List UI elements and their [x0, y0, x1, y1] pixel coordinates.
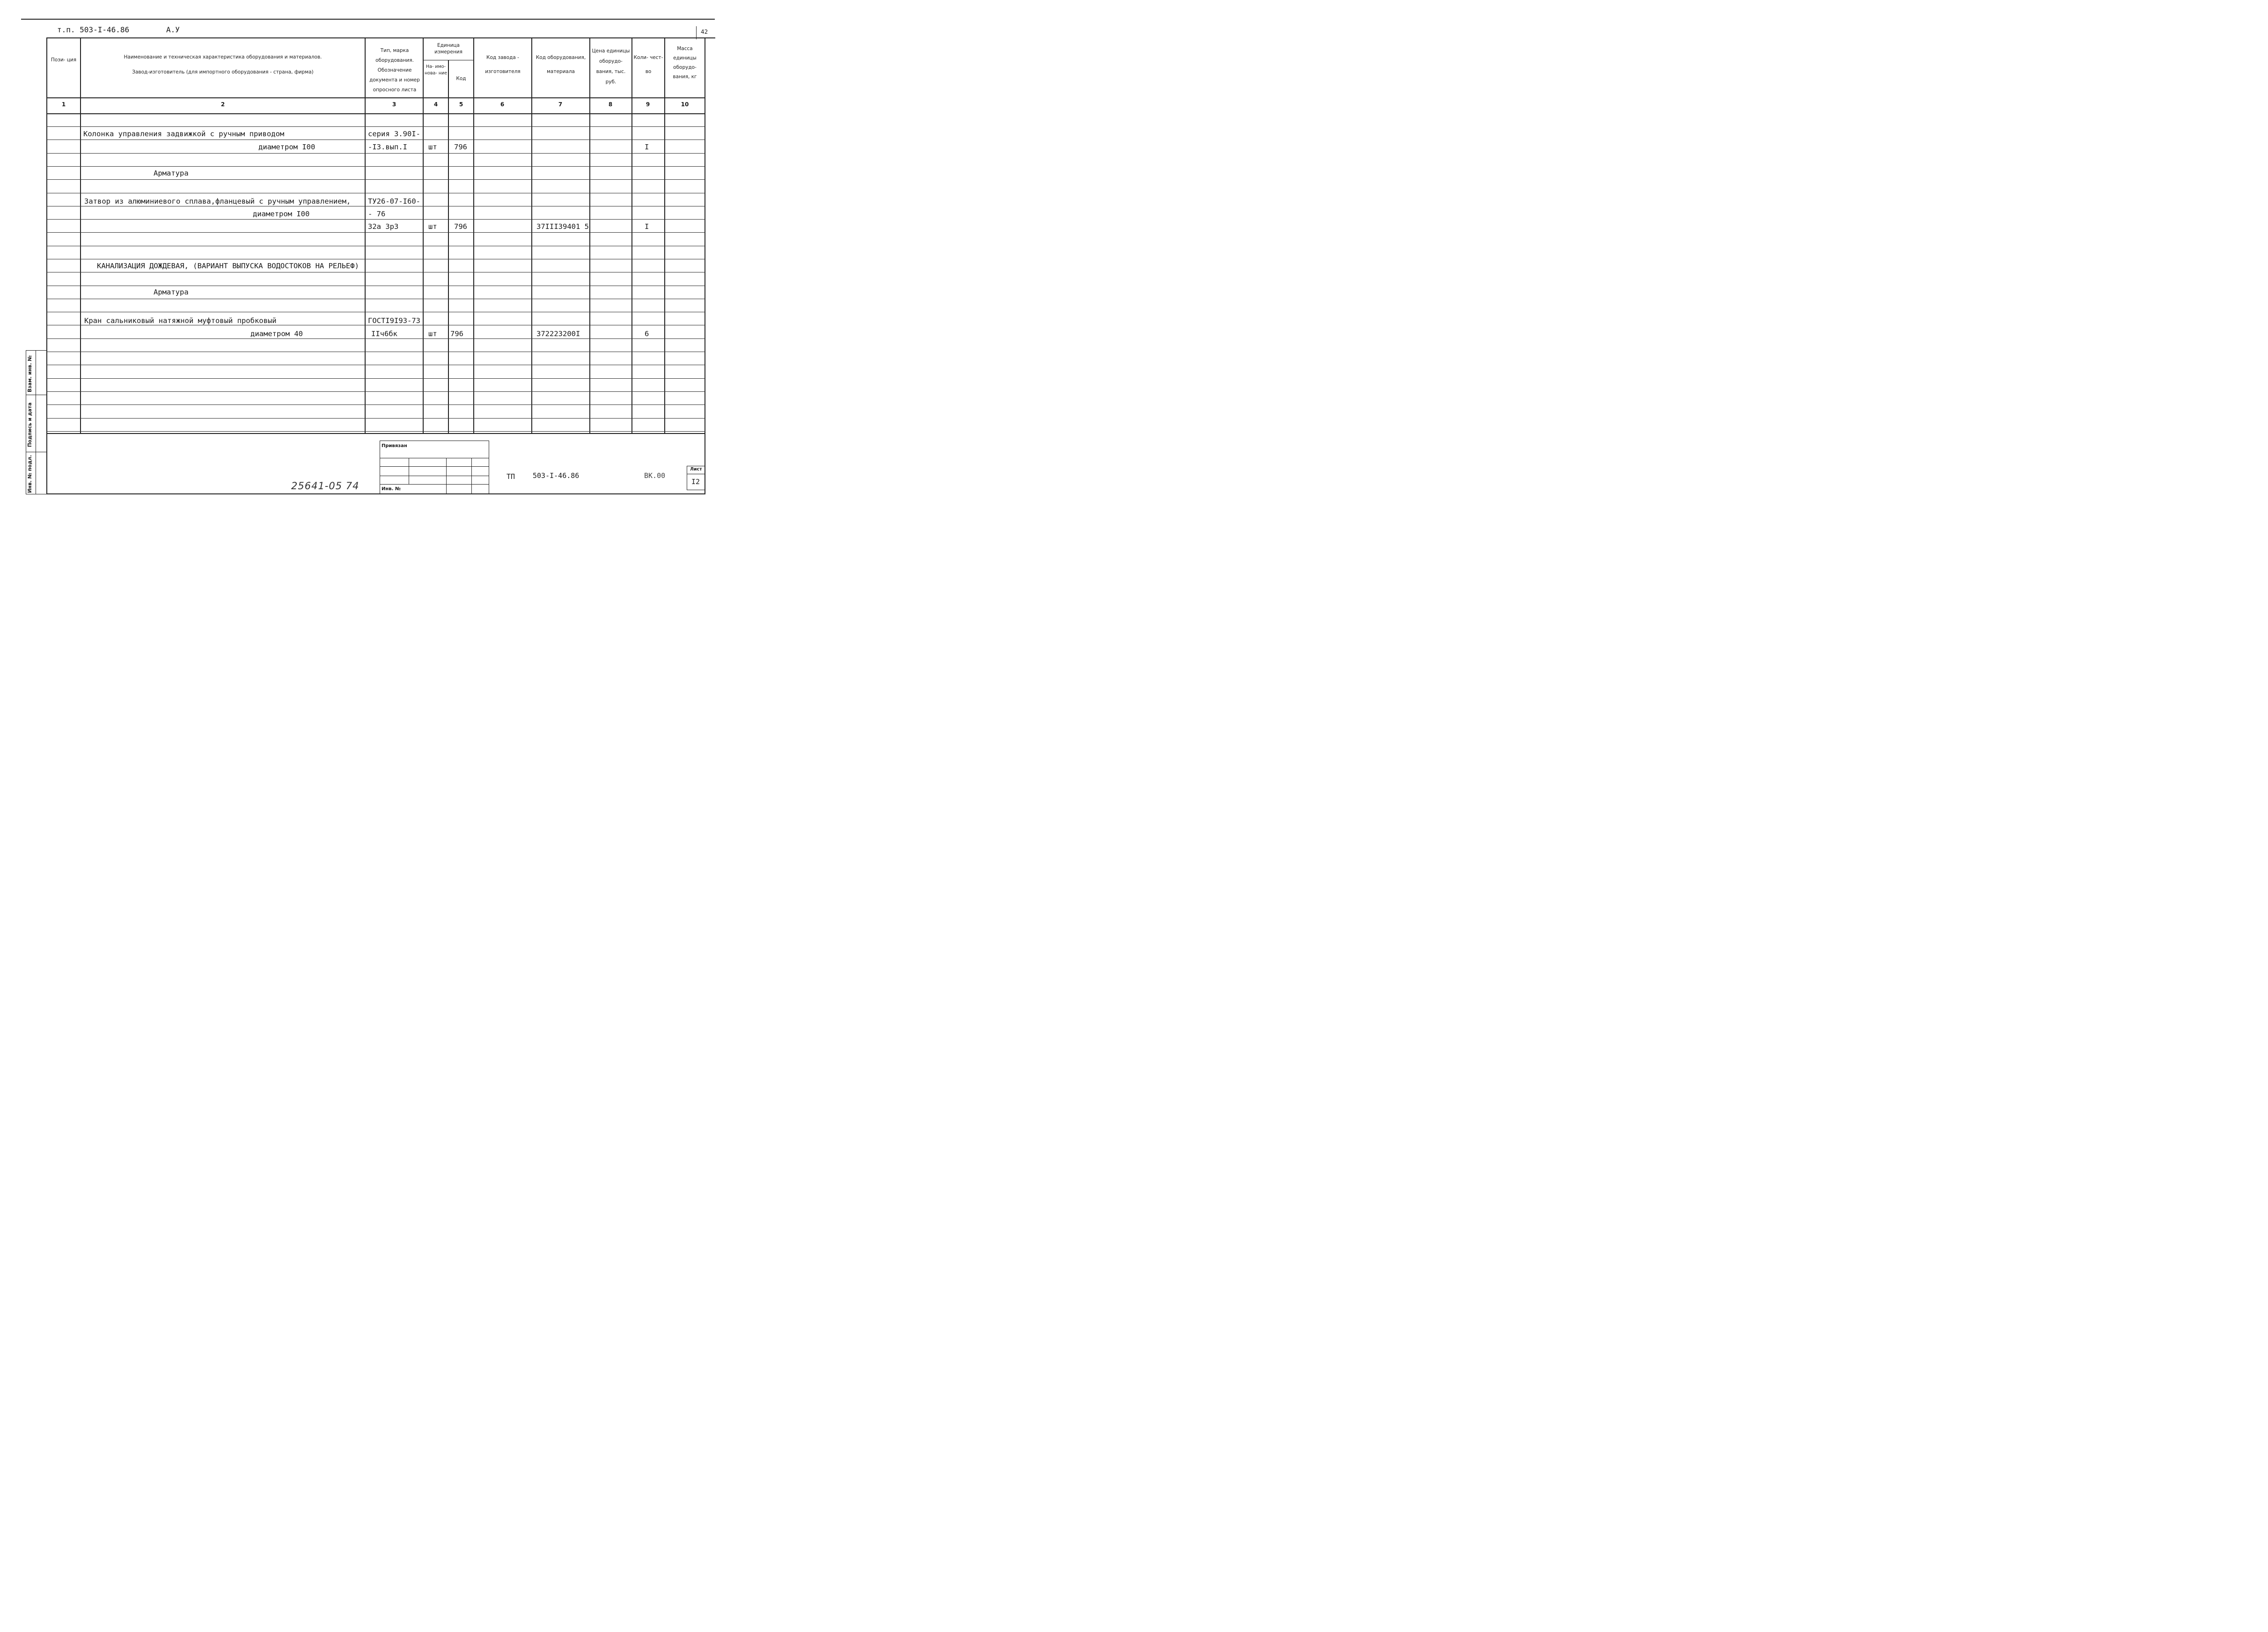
item-name: диаметром I00 — [253, 210, 310, 218]
stamp-line — [446, 458, 447, 494]
item-quantity: 6 — [645, 330, 649, 338]
item-type: IIч6бк — [371, 330, 397, 338]
header-equipment-code: Код оборудования, материала — [536, 55, 586, 74]
col-line-2 — [365, 37, 366, 434]
album-reference: А.У — [166, 25, 180, 34]
col-number-3: 3 — [392, 101, 396, 108]
item-equipment-code: 372223200I — [536, 330, 580, 338]
col-line-9 — [664, 37, 665, 434]
sheet-label: Лист — [690, 467, 702, 472]
sheet-number: I2 — [691, 478, 700, 486]
row-separator — [47, 232, 705, 233]
stamp-line — [380, 466, 489, 467]
top-border — [21, 19, 715, 20]
header-type: Тип, марка оборудования. Обозначение документа и номер опросного листа — [369, 48, 420, 93]
item-quantity: I — [645, 222, 649, 231]
col-line-4 — [448, 60, 449, 434]
item-unit: шт — [428, 330, 437, 338]
col-number-2: 2 — [220, 101, 225, 108]
table-left-border — [46, 37, 47, 494]
side-stamp-inventory: Инв. № подл. — [27, 455, 33, 493]
row-separator — [47, 404, 705, 405]
col-line-6 — [531, 37, 532, 434]
item-type: - 76 — [368, 210, 386, 218]
row-separator — [47, 338, 705, 339]
item-quantity: I — [645, 143, 649, 151]
row-separator — [47, 418, 705, 419]
document-reference: т.п. 503-I-46.86 — [57, 25, 130, 34]
item-type: серия 3.90I- — [368, 130, 420, 138]
header-unit: Единица измерения — [434, 43, 462, 55]
col-line-7 — [589, 37, 590, 434]
item-name: диаметром 40 — [250, 330, 303, 338]
col-line-5 — [473, 37, 474, 434]
frame-bottom-border — [47, 493, 705, 494]
header-name-line1: Наименование и техническая характеристика оборудования и материалов. — [124, 54, 322, 60]
document-page — [0, 0, 726, 522]
stamp-line — [471, 458, 472, 494]
item-name: диаметром I00 — [258, 143, 316, 151]
col-number-4: 4 — [433, 101, 438, 108]
header-unit-name: На- имо- нова- ние — [424, 64, 448, 76]
header-name-line2: Завод-изготовитель (для импортного оборудования - страна, фирма) — [132, 69, 314, 75]
stamp-inventory-label: Инв. № — [382, 486, 401, 492]
corner-number: 42 — [701, 29, 708, 35]
item-type: 32а 3р3 — [368, 222, 399, 231]
header-bottom-line — [47, 97, 705, 98]
item-unit: шт — [428, 143, 437, 151]
section-title: КАНАЛИЗАЦИЯ ДОЖДЕВАЯ, (ВАРИАНТ ВЫПУСКА ВОДОСТОКОВ НА РЕЛЬЕФ) — [97, 262, 359, 270]
header-price: Цена единицы оборудо- вания, тыс. руб. — [592, 48, 630, 85]
row-separator — [47, 179, 705, 180]
header-mass: Масса единицы оборудо- вания, кг — [673, 46, 697, 80]
row-separator — [47, 126, 705, 127]
col-number-7: 7 — [558, 101, 563, 108]
row-separator — [47, 431, 705, 432]
stamp-attached-label: Привязан — [382, 443, 407, 448]
col-number-9: 9 — [646, 101, 650, 108]
col-line-1 — [80, 37, 81, 434]
item-name: Колонка управления задвижкой с ручным приводом — [83, 130, 285, 138]
table-top-border — [47, 37, 715, 38]
numbers-bottom-line — [47, 113, 705, 114]
item-equipment-code: 37III39401 5 — [536, 222, 589, 231]
stamp-code: 503-I-46.86 — [533, 471, 580, 480]
header-quantity: Коли- чест- во — [633, 55, 663, 74]
item-unit: шт — [428, 222, 437, 231]
col-number-10: 10 — [681, 101, 689, 108]
row-separator — [47, 391, 705, 392]
table-bottom-border — [47, 433, 705, 434]
row-separator — [47, 378, 705, 379]
item-type: -I3.вып.I — [368, 143, 407, 151]
section-heading: Арматура — [154, 288, 189, 296]
handwritten-number: 25641-05 74 — [291, 480, 360, 492]
side-stamp-replacement: Взам. инв. № — [27, 355, 33, 392]
item-type: ТУ26-07-I60- — [368, 197, 420, 206]
col-line-3 — [423, 37, 424, 434]
row-separator — [47, 166, 705, 167]
side-stamp-line — [26, 350, 47, 351]
item-unit-code: 796 — [454, 222, 467, 231]
header-factory-code: Код завода - изготовителя — [485, 55, 521, 74]
item-unit-code: 796 — [454, 143, 467, 151]
col-number-1: 1 — [61, 101, 66, 108]
col-line-8 — [631, 37, 632, 434]
header-position: Пози- ция — [51, 57, 77, 63]
header-unit-code: Код — [456, 76, 466, 81]
col-number-5: 5 — [459, 101, 463, 108]
col-number-8: 8 — [608, 101, 613, 108]
row-separator — [47, 219, 705, 220]
item-name: Кран сальниковый натяжной муфтовый пробковый — [84, 316, 277, 325]
item-type: ГОСТI9I93-73 — [368, 316, 420, 325]
stamp-tp: ТП — [506, 472, 515, 481]
section-heading: Арматура — [154, 169, 189, 177]
item-unit-code: 796 — [450, 330, 463, 338]
side-stamp-signature: Подпись и дата — [27, 402, 33, 447]
col-number-6: 6 — [500, 101, 505, 108]
stamp-section: ВК.00 — [644, 471, 666, 480]
row-separator — [47, 153, 705, 154]
item-name: Затвор из алюминиевого сплава,фланцевый с ручным управлением, — [84, 197, 351, 206]
